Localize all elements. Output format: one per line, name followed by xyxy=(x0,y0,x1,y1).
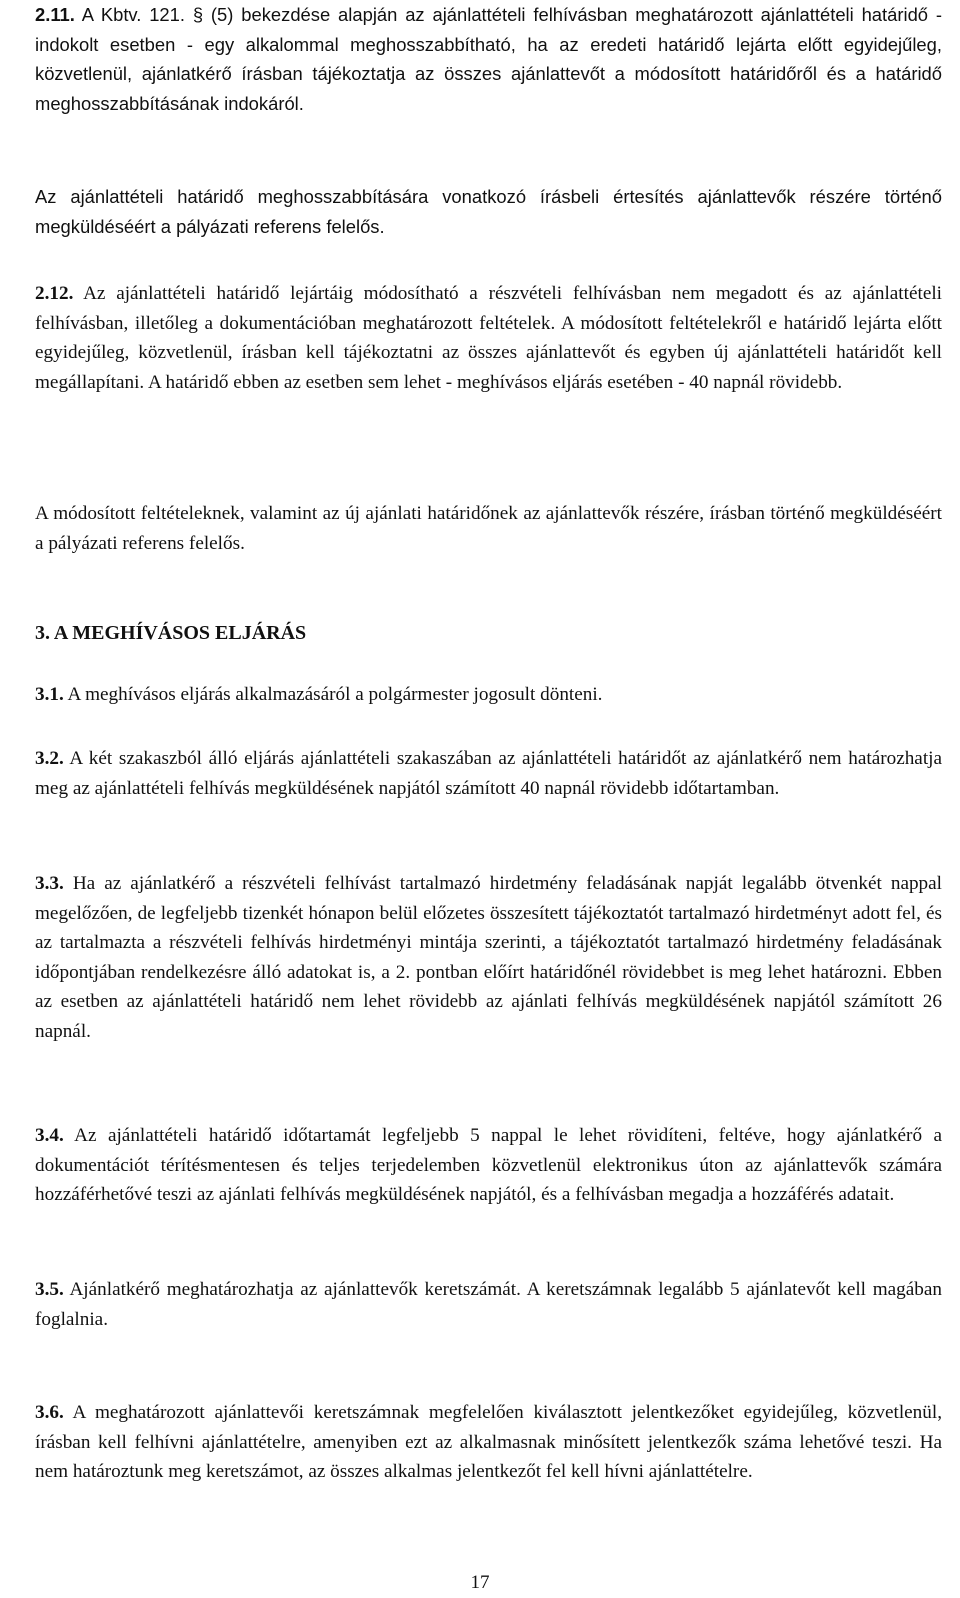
section-text: Ajánlatkérő meghatározhatja az ajánlattevők keretszámát. A keretszámnak legalább 5 ajánlatevőt kell magában foglalnia. xyxy=(35,1279,942,1330)
section-2-11 xyxy=(35,0,942,118)
section-text: Az ajánlattételi határidő időtartamát legfeljebb 5 nappal le lehet rövidíteni, feltéve, hogy ajánlatkérő a dokumentációt térítésmentesen és teljes terjedelemben közvetlenül elektronikus úton az ajánlattevők számára hozzáférhetővé teszi az ajánlati felhívás megküldésének napjától, és a felhívásban megadja a hozzáférés adatait. xyxy=(35,1125,942,1206)
section-3-5 xyxy=(35,1275,942,1334)
section-number: 3.3. xyxy=(35,873,64,894)
section-number: 3.4. xyxy=(35,1125,64,1146)
section-3-4 xyxy=(35,1121,942,1210)
section-number: 3.1. xyxy=(35,684,64,705)
section-text: Ha az ajánlatkérő a részvételi felhívást tartalmazó hirdetmény feladásának napját legalább ötvenkét nappal megelőzően, de legfeljebb tizenkét hónapon belül előzetes összesített tájékoztatót tartalmazó hirdetményt adott fel, és az tartalmazta a részvételi felhívás hirdetményi mintája szerinti, a tájékoztatót tartalmazó hirdetmény feladásának időpontjában rendelkezésre álló adatokat is, a 2. pontban előírt határidőnél rövidebbet is meg lehet határozni. Ebben az esetben az ajánlattételi határidő nem lehet rövidebb az ajánlati felhívás megküldésének napjától számított 26 napnál. xyxy=(35,873,942,1042)
paragraph-2-12-notice: A módosított feltételeknek, valamint az új ajánlati határidőnek az ajánlattevők részére, írásban történő megküldéséért a pályázati referens felelős. xyxy=(35,503,942,554)
section-number: 2.12. xyxy=(35,283,74,304)
section-3-3 xyxy=(35,869,942,1047)
section-3-6 xyxy=(35,1398,942,1487)
chapter-heading: 3. A MEGHÍVÁSOS ELJÁRÁS xyxy=(35,622,307,644)
section-text: Az ajánlattételi határidő lejártáig módosítható a részvételi felhívásban nem megadott és az ajánlattételi felhívásban, illetőleg a dokumentációban meghatározott feltételek. A módosított feltételekről e határidő lejárta előtt egyidejűleg, közvetlenül, írásban kell tájékoztatni az összes ajánlattevőt és egyben új ajánlattételi határidőt kell megállapítani. A határidő ebben az esetben sem lehet - meghívásos eljárás esetében - 40 napnál rövidebb. xyxy=(35,283,942,393)
section-text: A két szakaszból álló eljárás ajánlattételi szakaszában az ajánlattételi határidőt az ajánlatkérő nem határozhatja meg az ajánlattételi felhívás megküldésének napjától számított 40 napnál rövidebb időtartamban. xyxy=(35,748,942,799)
section-number: 3.5. xyxy=(35,1279,64,1300)
section-number: 3.6. xyxy=(35,1402,64,1423)
section-number: 2.11. xyxy=(35,4,75,25)
section-2-12 xyxy=(35,279,942,397)
section-text: A meghívásos eljárás alkalmazásáról a polgármester jogosult dönteni. xyxy=(63,684,603,705)
paragraph-2-11-notice: Az ajánlattételi határidő meghosszabbítására vonatkozó írásbeli értesítés ajánlattevők részére történő megküldéséért a pályázati referens felelős. xyxy=(35,186,942,237)
section-3-2 xyxy=(35,744,942,803)
section-3-1 xyxy=(35,680,942,710)
section-text: A meghatározott ajánlattevői keretszámnak megfelelően kiválasztott jelentkezőket egyidejűleg, közvetlenül, írásban kell felhívni ajánlattételre, amenyiben ezt az alkalmasnak minősített jelentkezők száma lehetővé teszi. Ha nem határoztunk meg keretszámot, az összes alkalmas jelentkezőt fel kell hívni ajánlattételre. xyxy=(35,1402,942,1483)
page-number: 17 xyxy=(470,1572,490,1593)
section-text: A Kbtv. 121. § (5) bekezdése alapján az ajánlattételi felhívásban meghatározott ajánlattételi határidő - indokolt esetben - egy alkalommal meghosszabbítható, ha az eredeti határidő lejárta előtt egyidejűleg, közvetlenül, ajánlatkérő írásban tájékoztatja az összes ajánlattevőt a módosított határidőről és a határidő meghosszabbításának indokáról. xyxy=(35,4,942,114)
section-number: 3.2. xyxy=(35,748,64,769)
